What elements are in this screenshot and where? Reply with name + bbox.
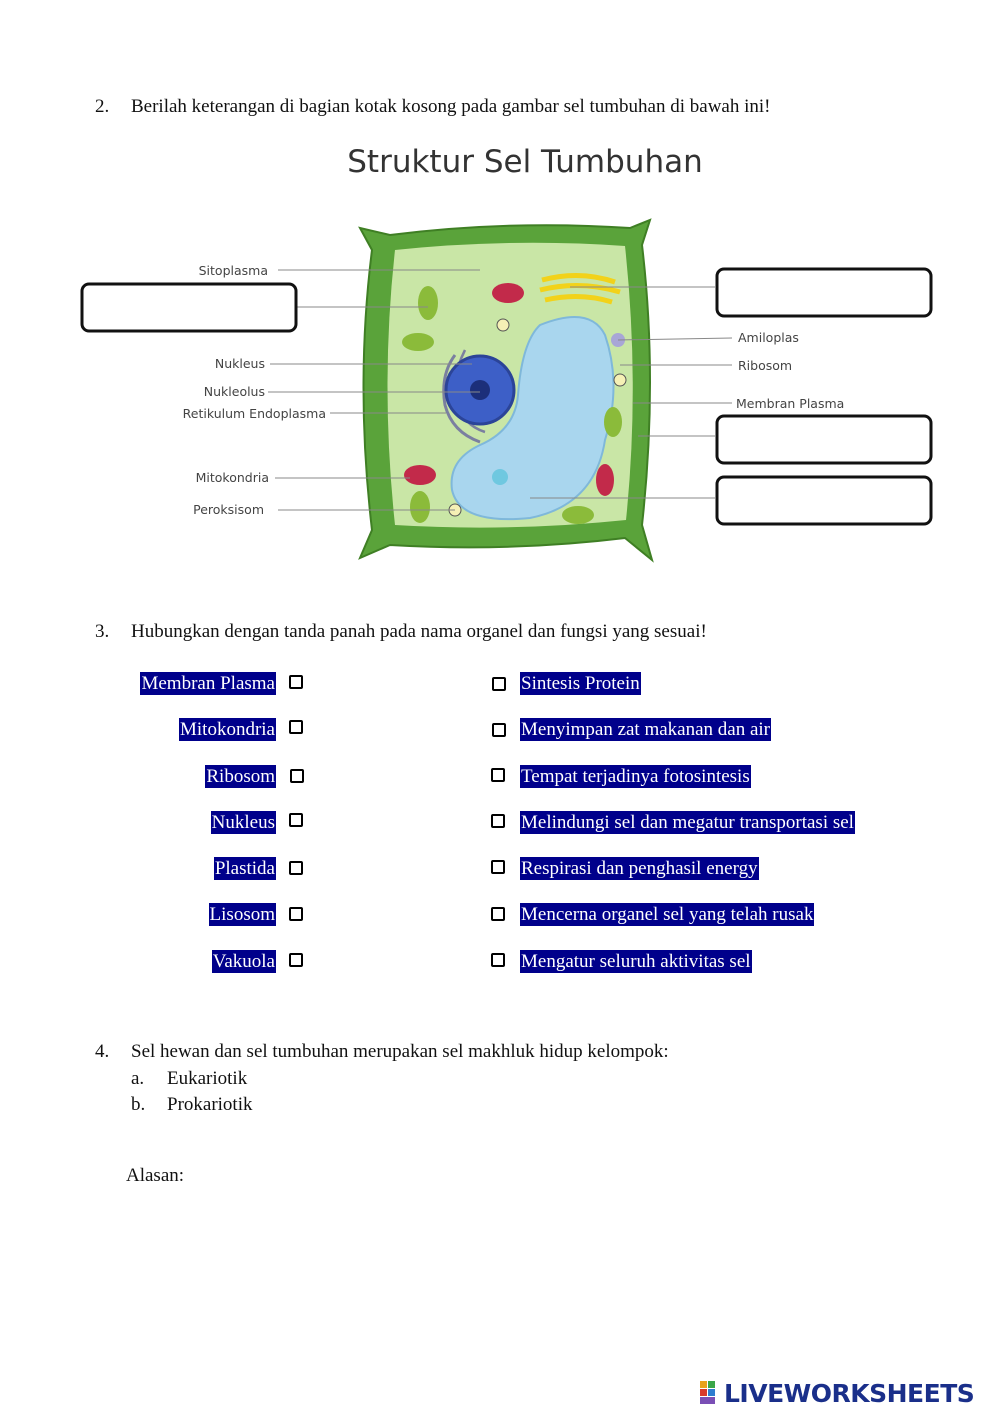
plant-cell-diagram: [60, 120, 960, 590]
option-letter: b.: [131, 1094, 146, 1115]
vesicle: [492, 469, 508, 485]
option-a[interactable]: [131, 1067, 431, 1091]
answer-box-right-2[interactable]: [717, 416, 931, 463]
function-menyimpan-zat[interactable]: Menyimpan zat makanan dan air: [521, 719, 771, 740]
reason-label: Alasan:: [126, 1165, 185, 1186]
chloroplast: [410, 491, 430, 523]
question-number: 4.: [95, 1041, 110, 1062]
connector-box-left[interactable]: [289, 953, 303, 967]
function-respirasi[interactable]: Respirasi dan penghasil energy: [521, 858, 758, 879]
connector-box-right[interactable]: [492, 723, 506, 737]
label-membran-plasma: Membran Plasma: [736, 396, 845, 411]
organelle-vakuola[interactable]: Vakuola: [212, 951, 275, 972]
connector-box-right[interactable]: [492, 677, 506, 691]
label-nukleolus: Nukleolus: [203, 384, 265, 399]
organelle-membran-plasma[interactable]: Membran Plasma: [141, 673, 275, 694]
connector-box-right[interactable]: [491, 768, 505, 782]
connector-box-left[interactable]: [289, 813, 303, 827]
label-retikulum-endoplasma: Retikulum Endoplasma: [182, 406, 326, 421]
function-melindungi-sel[interactable]: Melindungi sel dan megatur transportasi sel: [521, 812, 854, 833]
connector-box-right[interactable]: [491, 953, 505, 967]
question-text: Sel hewan dan sel tumbuhan merupakan sel makhluk hidup kelompok:: [131, 1041, 669, 1062]
question-number: 3.: [95, 621, 110, 642]
connector-box-right[interactable]: [491, 814, 505, 828]
organelle-mitokondria[interactable]: Mitokondria: [180, 719, 275, 740]
function-fotosintesis[interactable]: Tempat terjadinya fotosintesis: [521, 766, 750, 787]
peroxisome: [614, 374, 626, 386]
connector-box-right[interactable]: [491, 907, 505, 921]
connector-box-left[interactable]: [289, 675, 303, 689]
peroxisome: [497, 319, 509, 331]
organelle-plastida[interactable]: Plastida: [214, 858, 275, 879]
chloroplast: [418, 286, 438, 320]
question-number: 2.: [95, 96, 110, 117]
diagram-title: Struktur Sel Tumbuhan: [347, 144, 703, 180]
answer-box-left[interactable]: [82, 284, 296, 331]
function-mencerna[interactable]: Mencerna organel sel yang telah rusak: [521, 904, 814, 925]
chloroplast: [604, 407, 622, 437]
label-peroksisom: Peroksisom: [193, 502, 264, 517]
connector-box-right[interactable]: [491, 860, 505, 874]
organelle-ribosom[interactable]: Ribosom: [206, 766, 275, 787]
option-letter: a.: [131, 1068, 145, 1089]
nucleolus: [470, 380, 490, 400]
question-4: [95, 1040, 915, 1064]
chloroplast: [562, 506, 594, 524]
mitochondrion: [596, 464, 614, 496]
question-text: Berilah keterangan di bagian kotak kosong pada gambar sel tumbuhan di bawah ini!: [131, 96, 771, 117]
label-ribosom: Ribosom: [738, 358, 793, 373]
liveworksheets-logo: [700, 1378, 974, 1408]
mitochondrion: [492, 283, 524, 303]
answer-box-right-3[interactable]: [717, 477, 931, 524]
label-amiloplas: Amiloplas: [738, 330, 799, 345]
option-b[interactable]: [131, 1093, 431, 1117]
label-nukleus: Nukleus: [214, 356, 265, 371]
connector-box-left[interactable]: [290, 769, 304, 783]
label-sitoplasma: Sitoplasma: [198, 263, 268, 278]
option-text: Prokariotik: [167, 1094, 253, 1115]
chloroplast: [402, 333, 434, 351]
question-3: [95, 620, 915, 644]
organelle-nukleus[interactable]: Nukleus: [211, 812, 275, 833]
function-sintesis-protein[interactable]: Sintesis Protein: [521, 673, 640, 694]
organelle-lisosom[interactable]: Lisosom: [209, 904, 275, 925]
label-mitokondria: Mitokondria: [195, 470, 269, 485]
option-text: Eukariotik: [167, 1068, 248, 1089]
question-text: Hubungkan dengan tanda panah pada nama organel dan fungsi yang sesuai!: [131, 621, 707, 642]
connector-box-left[interactable]: [289, 720, 303, 734]
connector-box-left[interactable]: [289, 907, 303, 921]
question-2: [95, 95, 915, 119]
connector-box-left[interactable]: [289, 861, 303, 875]
mitochondrion: [404, 465, 436, 485]
function-mengatur[interactable]: Mengatur seluruh aktivitas sel: [521, 951, 751, 972]
answer-box-right-1[interactable]: [717, 269, 931, 316]
logo-text: LIVEWORKSHEETS: [724, 1378, 975, 1408]
logo-icon: [700, 1381, 724, 1405]
